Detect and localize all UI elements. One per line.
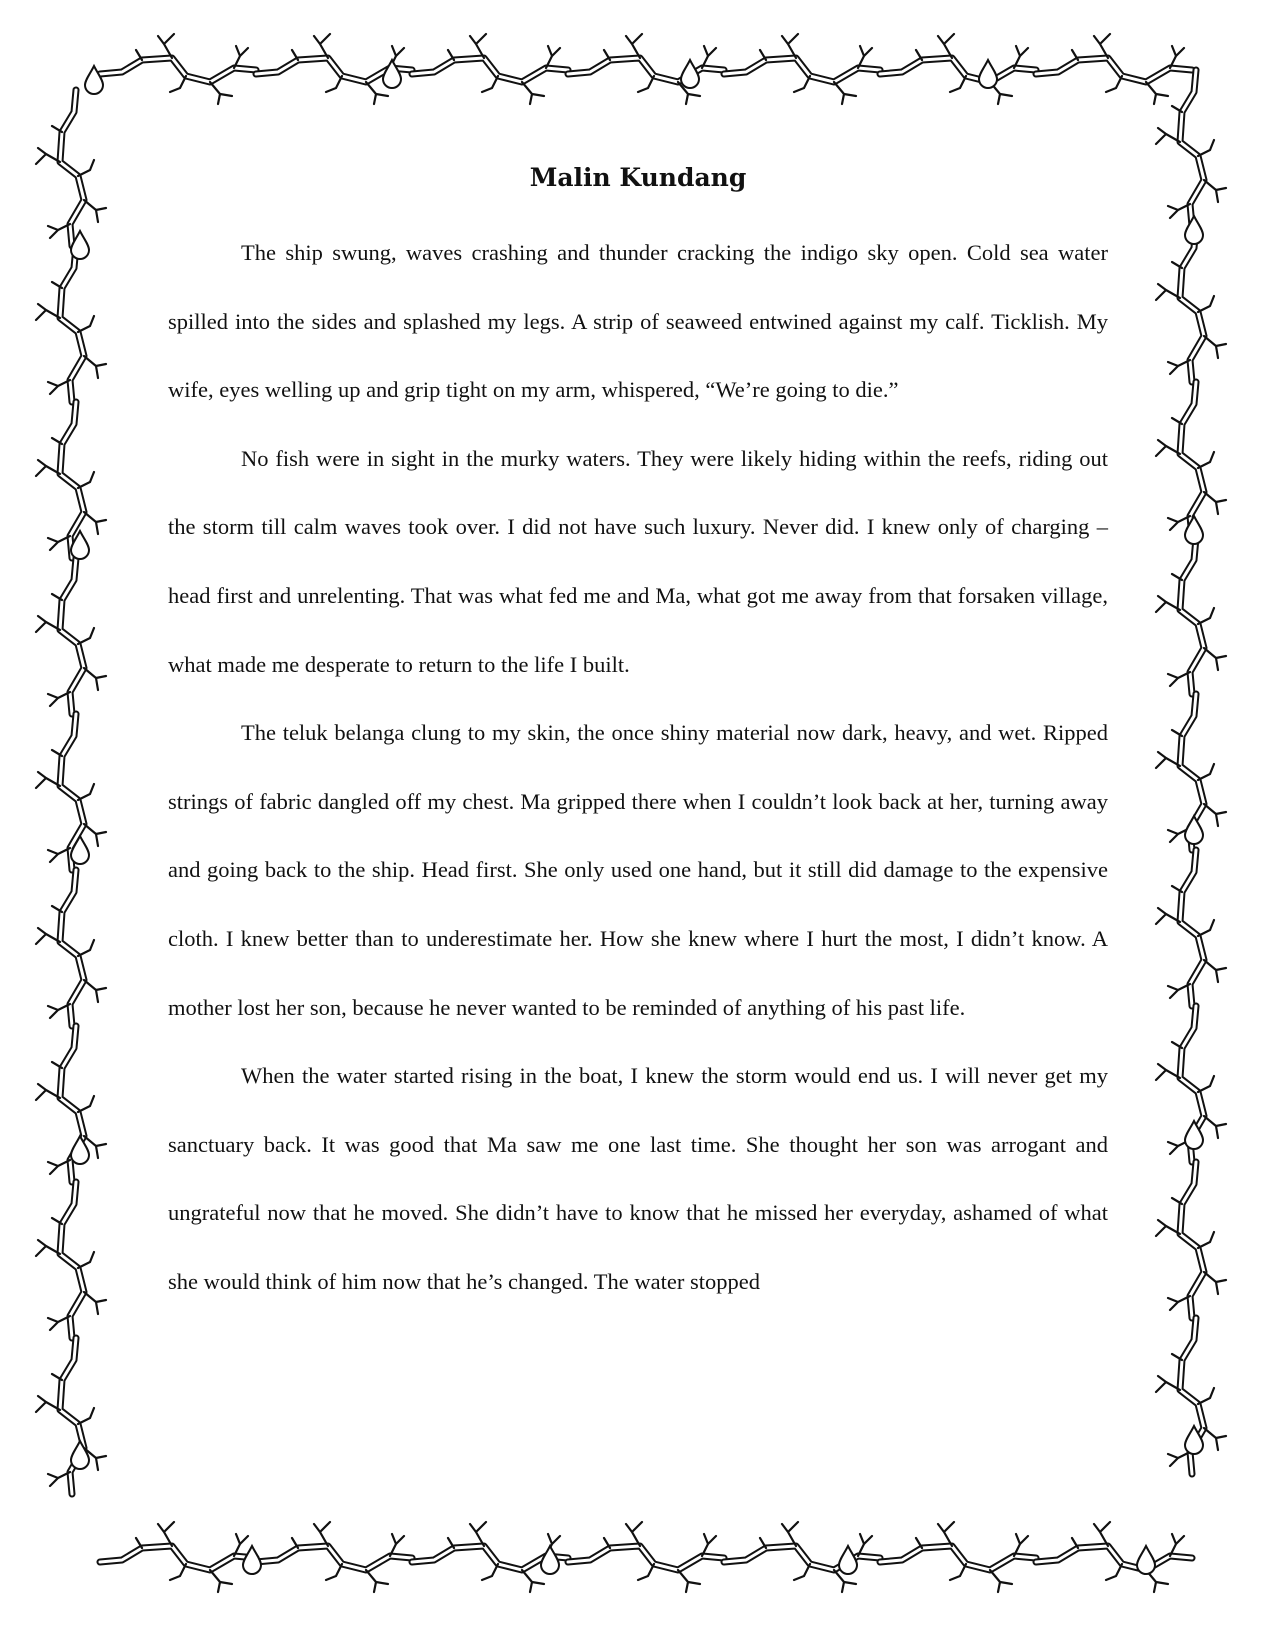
story-paragraph-3: The teluk belanga clung to my skin, the once shiny material now dark, heavy, and wet. Ripped strings of fabric dangled off my chest. Ma gripped there when I couldn’t look back at her, turning away and going back to the ship. Head first. She only used one hand, but it still did damage to the expensive cloth. I knew better than to underestimate her. How she knew where I hurt the most, I didn’t know. A mother lost her son, because he never wanted to be reminded of anything of his past life. — [168, 720, 1108, 1020]
story-paragraph-4: When the water started rising in the boat, I knew the storm would end us. I will never get my sanctuary back. It was good that Ma saw me one last time. She thought her son was arrogant and ungrateful now that he moved. She didn’t have to know that he missed her everyday, ashamed of what she would think of him now that he’s changed. The water stopped — [168, 1063, 1108, 1294]
story-paragraph-2: No fish were in sight in the murky waters. They were likely hiding within the reefs, riding out the storm till calm waves took over. I did not have such luxury. Never did. I knew only of charging – head first and unrelenting. That was what fed me and Ma, what got me away from that forsaken village, what made me desperate to return to the life I built. — [168, 445, 1108, 677]
story-page — [168, 158, 1108, 1317]
story-paragraph-1: The ship swung, waves crashing and thunder cracking the indigo sky open. Cold sea water spilled into the sides and splashed my legs. A strip of seaweed entwined against my calf. Ticklish. My wife, eyes welling up and grip tight on my arm, whispered, “We’re going to die.” — [168, 240, 1108, 403]
story-title: Malin Kundang — [529, 163, 747, 192]
